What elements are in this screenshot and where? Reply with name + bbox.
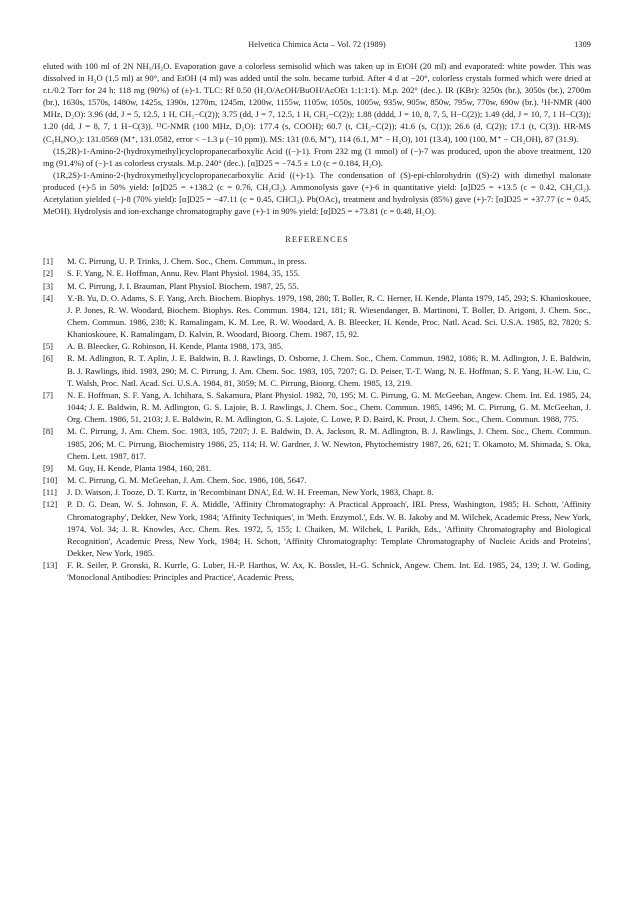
reference-number: [10]	[43, 475, 58, 486]
reference-item	[43, 486, 591, 498]
reference-text: J. D. Watson, J. Tooze, D. T. Kurtz, in 'Recombinant DNA', Ed. W. H. Freeman, New York, 1983, Chapt. 8.	[67, 487, 434, 498]
reference-number: [1]	[43, 256, 53, 267]
page-number: 1309	[574, 40, 591, 49]
paragraph-plus-enantiomer: (1R,2S)-1-Amino-2-(hydroxymethyl)cyclopropanecarboxylic Acid ((+)-1). The condensation of (S)-epi-chlorohydrin ((S)-2) with dimethyl malonate produced (+)-5 in 50% yield: [α]D25 = +138.2 (c = 0.76, CH₂Cl₂). Ammonolysis gave (+)-6 in quantitative yield: [α]D25 = +13.5 (c = 0.42, CH₂Cl₂). Acetylation yielded (−)-8 (70% yield): [α]D25 = −47.11 (c = 0.45, CHCl₃). Pb(OAc)₄ treatment and hydrolysis (85%) gave (+)-7: [α]D25 = +37.77 (c = 0.45, MeOH). Hydrolysis and ion-exchange chromatography gave (+)-1 in 90% yield: [α]D25 = +73.81 (c = 0.48, H₂O).	[43, 169, 591, 217]
journal-title: Helvetica Chimica Acta – Vol. 72 (1989)	[248, 40, 386, 49]
journal-page	[43, 40, 591, 583]
reference-text: R. M. Adlington, R. T. Aplin, J. E. Baldwin, B. J. Rawlings, D. Osborne, J. Chem. Soc., Chem. Commun. 1982, 1086; R. M. Adlington, J. E. Baldwin, B. J. Rawlings, ibid. 1983, 290; M. C. Pirrung, J. Am. Chem. Soc. 1983, 105, 7207; G. D. Peiser, T.-T. Wang, N. E. Hoffman, S. F. Yang, H.-W. Liu, C. T. Walsh, Proc. Natl. Acad. Sci. U.S.A. 1984, 81, 3059; M. C. Pirrung, Bioorg. Chem. 1985, 13, 219.	[67, 353, 591, 388]
reference-text: F. R. Seiler, P. Gronski, R. Kurrle, G. Luber, H.-P. Harthus, W. Ax, K. Bosslet, H.-G. Schnick, Angew. Chem. Int. Ed. 1985, 24, 139; J. W. Goding, 'Monoclonal Antibodies: Principles and Practice', Academic Press,	[67, 560, 591, 583]
reference-item	[43, 340, 591, 352]
reference-number: [11]	[43, 487, 57, 498]
reference-number: [8]	[43, 426, 53, 437]
reference-number: [4]	[43, 292, 53, 303]
reference-list	[43, 255, 591, 583]
reference-number: [7]	[43, 389, 53, 400]
reference-number: [2]	[43, 268, 53, 279]
reference-text: M. C. Pirrung, U. P. Trinks, J. Chem. Soc., Chem. Commun., in press.	[67, 256, 307, 267]
reference-item	[43, 292, 591, 341]
reference-item	[43, 389, 591, 425]
reference-number: [3]	[43, 280, 53, 291]
paragraph-racemic-product: eluted with 100 ml of 2N NH₃/H₂O. Evaporation gave a colorless semisolid which was taken up in EtOH (20 ml) and evaporated: white powder. This was dissolved in H₂O (1.5 ml) at 90°, and EtOH (4 ml) was added until the soln. became turbid. After 4 d at −20°, colorless crystals formed which were dried at r.t./0.2 Torr for 24 h: 118 mg (90%) of (±)-1. TLC: Rf 0.50 (H₂O/AcOH/BuOH/AcOEt 1:1:1:1). M.p. 202° (dec.). IR (KBr): 3250s (br.), 3050s (br.), 2700m (br.), 1630s, 1570s, 1480w, 1425s, 1390s, 1270m, 1245m, 1200w, 1155w, 1105w, 1050s, 1005w, 935w, 905w, 850w, 795w, 770w, 690w (br.). ¹H-NMR (400 MHz, D₂O): 3.96 (dd, J = 5, 12.5, 1 H, CH₂−C(2)); 3.75 (dd, J = 7, 12.5, 1 H, CH₂−C(2)); 1.88 (dddd, J = 10, 8, 7, 5, H−C(2)); 1.49 (dd, J = 10, 7, 1 H−C(3)); 1.20 (dd, J = 8, 7, 1 H−C(3)). ¹³C-NMR (100 MHz, D₂O): 177.4 (s, COOH); 60.7 (t, CH₂−C(2)); 41.6 (s, C(1)); 26.6 (d, C(2)); 17.1 (t, C(3)). HR-MS (C₅H₉NO₃): 131.0569 (M⁺, 131.0582, error < −1.3 μ (−10 ppm)). MS: 131 (0.6, M⁺), 114 (6.1, M⁺ − H₂O), 101 (13.4), 100 (100, M⁺ − CH₂OH), 87 (31.9).	[43, 61, 591, 144]
paragraph-minus-enantiomer: (1S,2R)-1-Amino-2-(hydroxymethyl)cyclopropanecarboxylic Acid ((−)-1). From 232 mg (1 mmol) of (−)-7 was produced, upon the above treatment, 120 mg (91.4%) of (−)-1 as colorless crystals. M.p. 240° (dec.). [α]D25 = −74.5 ± 1.0 (c = 0.184, H₂O).	[43, 145, 591, 168]
reference-item	[43, 280, 591, 292]
reference-item	[43, 425, 591, 461]
reference-text: A. B. Bleecker, G. Robinson, H. Kende, Planta 1988, 173, 385.	[67, 341, 284, 352]
reference-text: N. E. Hoffman, S. F. Yang, A. Ichihara, S. Sakamura, Plant Physiol. 1982, 70, 195; M. C. Pirrung, G. M. McGeehan, Angew. Chem. Int. Ed. 1985, 24, 1044; J. E. Baldwin, R. M. Adlington, G. S. Lajoie, B. J. Rawlings, J. Chem. Soc., Chem. Commun. 1985, 1496; M. C. Pirrung, G. M. McGeehan, J. Org. Chem. 1986, 51, 2103; J. E. Baldwin, R. M. Adlington, G. S. Lajoie, C. Lowe, P. D. Baird, K. Prout, J. Chem. Soc., Chem. Commun. 1988, 775.	[67, 389, 591, 425]
reference-number: [13]	[43, 560, 58, 571]
reference-item	[43, 559, 591, 583]
reference-item	[43, 498, 591, 559]
reference-text: P. D. G. Dean, W. S. Johnson, F. A. Middle, 'Affinity Chromatography: A Practical Approach', IRL Press, Washington, 1985; H. Schott, 'Affinity Chromatography', Dekker, New York, 1984; 'Affinity Techniques', in 'Meth. Enzymol.', Eds. W. B. Jakoby and M. Wilchek, Academic Press, New York, 1974, Vol. 34; J. R. Knowles, Acc. Chem. Res. 1972, 5, 155; I. Chaiken, M. Wilchek, I. Parikh, Eds., 'Affinity Chromatography and Biological Recognition', Academic Press, New York, 1984; H. Schott, 'Affinity Chromatography: Template Chromatography of Nucleic Acids and Proteins', Dekker, New York, 1985.	[67, 499, 591, 558]
reference-text: M. Guy, H. Kende, Planta 1984, 160, 281.	[67, 462, 212, 473]
references-heading: REFERENCES	[285, 235, 349, 245]
reference-item	[43, 267, 591, 279]
reference-item	[43, 474, 591, 486]
running-header	[43, 40, 591, 54]
experimental-section	[43, 60, 591, 217]
reference-number: [6]	[43, 353, 53, 364]
reference-item	[43, 352, 591, 388]
reference-text: M. C. Pirrung, J. Am. Chem. Soc. 1983, 105, 7207; J. E. Baldwin, D. A. Jackson, R. M. Adlington, B. J. Rawlings, J. Chem. Soc., Chem. Commun. 1985, 206; M. C. Pirrung, Biochemistry 1986, 25, 114; H. W. Gardner, J. W. Newton, Phytochemistry 1987, 26, 621; T. Okamoto, M. Shimada, S. Oka, Chem. Lett. 1987, 817.	[67, 426, 591, 461]
reference-item	[43, 255, 591, 267]
reference-text: Y.-B. Yu, D. O. Adams, S. F. Yang, Arch. Biochem. Biophys. 1979, 198, 280; T. Boller, R. C. Herner, H. Kende, Planta 1979, 145, 293; S. Khanioskouee, J. P. Jones, R. W. Woodard, Biochem. Biophys. Res. Commun. 1984, 121, 181; R. Wiesendanger, B. Martinoni, T. Boller, D. Arigoni, J. Chem. Soc., Chem. Commun. 1986, 238; K. Ramalingam, K. M. Lee, R. W. Woodard, A. B. Bleecker, H. Kende, Proc. Natl. Acad. Sci. U.S.A. 1985, 82, 7820; S. Khanioskouee, K. Ramalingam, D. Kalvin, R. Woodard, Bioorg. Chem. 1987, 15, 92.	[67, 292, 591, 340]
reference-number: [12]	[43, 499, 58, 510]
reference-text: M. C. Pirrung, J. I. Brauman, Plant Physiol. Biochem. 1987, 25, 55.	[67, 280, 299, 291]
reference-item	[43, 462, 591, 474]
reference-number: [9]	[43, 462, 53, 473]
reference-number: [5]	[43, 341, 53, 352]
reference-text: M. C. Pirrung, G. M. McGeehan, J. Am. Chem. Soc. 1986, 108, 5647.	[67, 475, 307, 486]
reference-text: S. F. Yang, N. E. Hoffman, Annu. Rev. Plant Physiol. 1984, 35, 155.	[67, 268, 300, 279]
